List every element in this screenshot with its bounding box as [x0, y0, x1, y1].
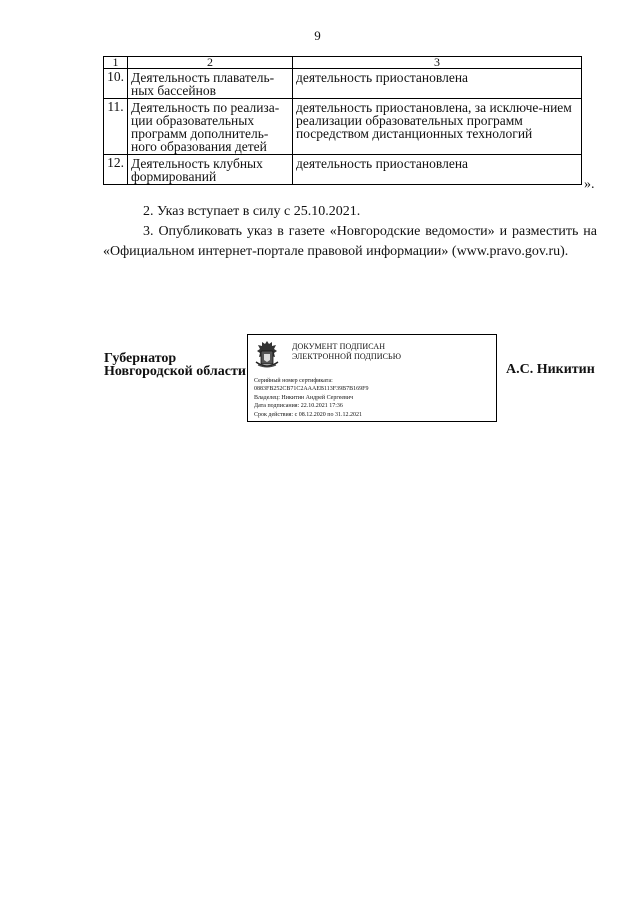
- validity-period: Срок действия: с 08.12.2020 по 31.12.2021: [254, 411, 362, 418]
- table-row: [104, 69, 582, 99]
- activity-cell: Деятельность плаватель-ных бассейнов: [128, 69, 293, 99]
- column-header: 3: [293, 57, 582, 69]
- stamp-title-line: ДОКУМЕНТ ПОДПИСАН: [292, 342, 386, 351]
- serial-number: 0883FB252CB71C2AAAEB113F39B7B169F9: [254, 386, 369, 393]
- table-row: [104, 99, 582, 155]
- signer-name: А.С. Никитин: [506, 362, 595, 377]
- electronic-signature-stamp: [247, 334, 497, 422]
- serial-label: Серийный номер сертификата:: [254, 378, 333, 384]
- stamp-title: [292, 342, 401, 362]
- table-header-row: [104, 57, 582, 69]
- status-cell: деятельность приостановлена: [293, 69, 582, 99]
- page-number: 9: [314, 28, 321, 43]
- status-cell: деятельность приостановлена, за исключе-нием реализации образовательных программ посредством дистанционных технологий: [293, 99, 582, 155]
- activity-cell: Деятельность по реализа-ции образовательных программ дополнитель-ного образования детей: [128, 99, 293, 155]
- stamp-details: [254, 377, 368, 419]
- stamp-title-line: ЭЛЕКТРОННОЙ ПОДПИСЬЮ: [292, 352, 402, 361]
- status-cell: деятельность приостановлена: [293, 155, 582, 185]
- certificate-owner: Владелец: Никитин Андрей Сергеевич: [254, 394, 354, 401]
- paragraph-effective-date: 2. Указ вступает в силу с 25.10.2021.: [143, 204, 361, 219]
- closing-quote: ».: [584, 177, 595, 192]
- row-number: 11.: [104, 99, 128, 155]
- coat-of-arms-icon: [254, 340, 280, 370]
- row-number: 10.: [104, 69, 128, 99]
- position-line: Новгородской области: [104, 364, 246, 379]
- signer-position: [104, 352, 246, 378]
- signing-date: Дата подписания: 22.10.2021 17:36: [254, 403, 343, 410]
- table-row: [104, 155, 582, 185]
- column-header: 2: [128, 57, 293, 69]
- activity-cell: Деятельность клубных формирований: [128, 155, 293, 185]
- row-number: 12.: [104, 155, 128, 185]
- activities-table: [103, 56, 582, 185]
- column-header: 1: [104, 57, 128, 69]
- paragraph-publication: 3. Опубликовать указ в газете «Новгородские ведомости» и разместить на «Официальном интернет-портале правовой информации» (www.pravo.gov.ru).: [103, 224, 597, 259]
- position-line: Губернатор: [104, 351, 177, 366]
